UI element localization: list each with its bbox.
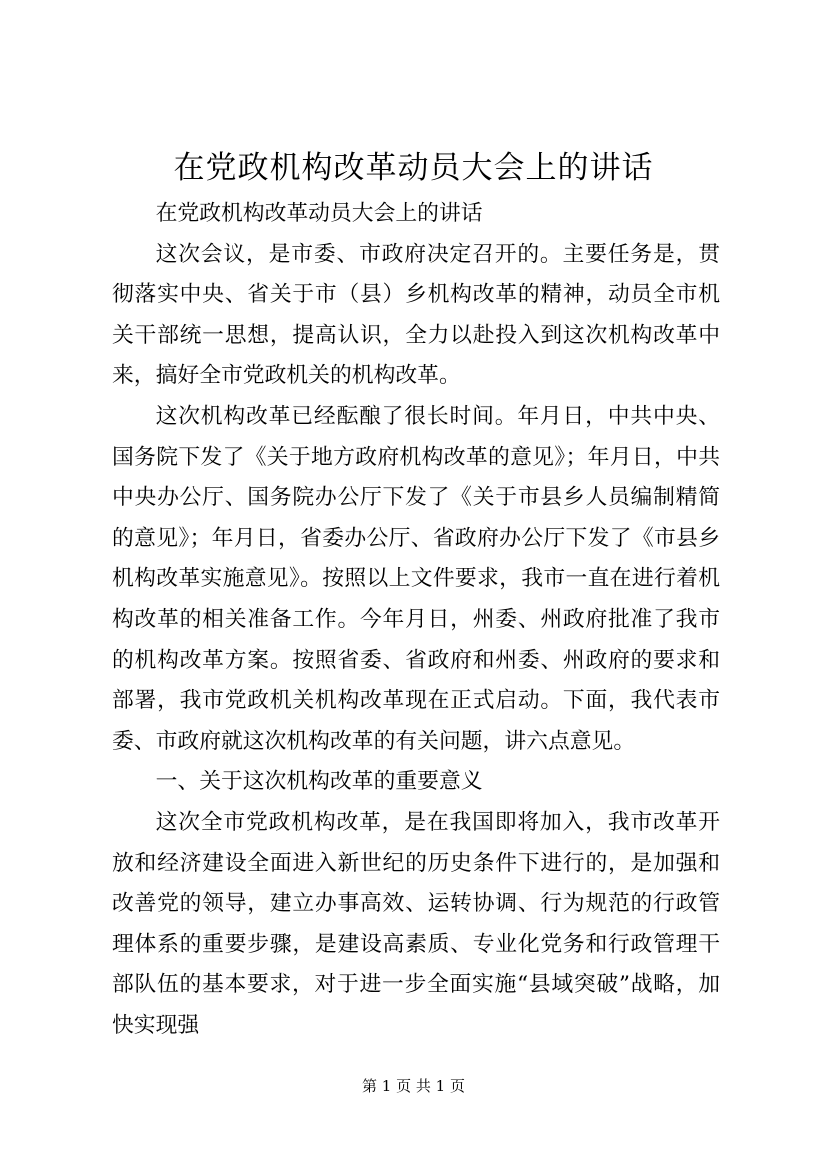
paragraph-background: 这次机构改革已经酝酿了很长时间。年月日，中共中央、国务院下发了《关于地方政府机构改革的意见》；年月日，中共中央办公厅、国务院办公厅下发了《关于市县乡人员编制精简的意见》；年月日，省委办公厅、省政府办公厅下发了《市县乡机构改革实施意见》。按照以上文件要求，我市一直在进行着机构改革的相关准备工作。今年月日，州委、州政府批准了我市的机构改革方案。按照省委、省政府和州委、州政府的要求和部署，我市党政机关机构改革现在正式启动。下面，我代表市委、市政府就这次机构改革的有关问题，讲六点意见。 — [112, 403, 720, 754]
page-footer: 第 1 页 共 1 页 — [362, 1077, 465, 1095]
paragraph-meeting-purpose: 这次会议，是市委、市政府决定召开的。主要任务是，贯彻落实中央、省关于市（县）乡机构改革的精神，动员全市机关干部统一思想，提高认识，全力以赴投入到这次机构改革中来，搞好全市党政机关的机构改革。 — [112, 241, 720, 389]
document-title: 在党政机构改革动员大会上的讲话 — [173, 150, 654, 186]
paragraph-subtitle: 在党政机构改革动员大会上的讲话 — [155, 201, 483, 226]
paragraph-significance: 这次全市党政机构改革，是在我国即将加入，我市改革开放和经济建设全面进入新世纪的历史条件下进行的，是加强和改善党的领导，建立办事高效、运转协调、行为规范的行政管理体系的重要步骤，是建设高素质、专业化党务和行政管理干部队伍的基本要求，对于进一步全面实施“县域突破”战略，加快实现强 — [112, 809, 720, 1038]
section-heading-significance: 一、关于这次机构改革的重要意义 — [155, 769, 483, 795]
document-body — [112, 194, 720, 1046]
